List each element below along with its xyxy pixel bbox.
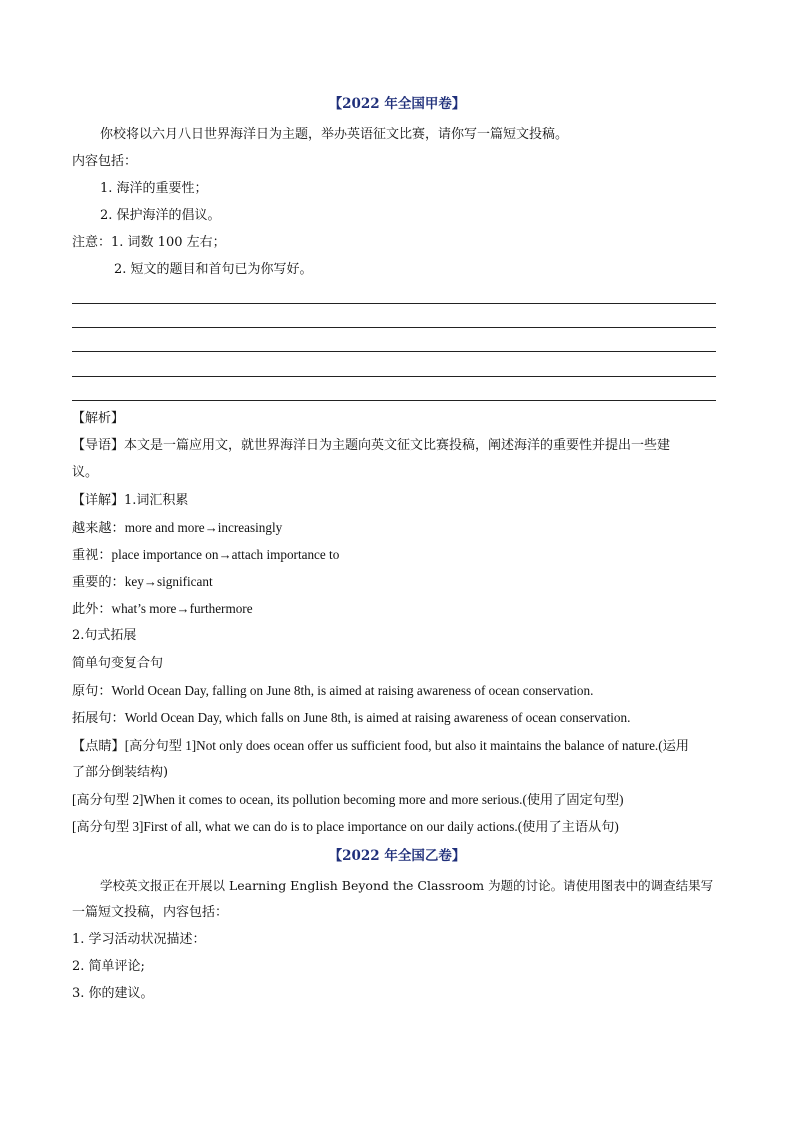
note-line: 注意：1. 词数 100 左右；: [72, 235, 226, 250]
content-item: 1. 学习活动状况描述：: [72, 932, 206, 947]
sentence-type: 简单句变复合句: [72, 656, 164, 671]
analysis-label: 【解析】: [72, 411, 125, 426]
guide-text: 议。: [72, 465, 99, 480]
expanded-sentence: 拓展句：World Ocean Day, which falls on June 8th, is aimed at raising awareness of ocean conservation.: [72, 710, 631, 725]
prompt-text: 你校将以六月八日世界海洋日为主题，举办英语征文比赛，请你写一篇短文投稿。: [100, 127, 569, 142]
answer-line: [72, 303, 716, 304]
pattern-sentence: [高分句型 3]First of all, what we can do is to place importance on our daily actions.(使用了主语从句): [72, 819, 619, 834]
vocab-item: 重视：place importance on→attach importance to: [72, 547, 340, 562]
vocab-item: 重要的：key→significant: [72, 574, 213, 589]
vocab-item: 此外：what’s more→furthermore: [72, 601, 253, 616]
content-item: 2. 保护海洋的倡议。: [100, 208, 221, 223]
note-line: 2. 短文的题目和首句已为你写好。: [114, 262, 313, 277]
guide-text: 【导语】本文是一篇应用文，就世界海洋日为主题向英文征文比赛投稿，阐述海洋的重要性并提出一些建: [72, 438, 671, 453]
highlight-text: 了部分倒装结构): [72, 765, 169, 780]
section-title-yi: 【2022 年全国乙卷】: [328, 848, 466, 864]
highlight-text: 【点睛】[高分句型 1]Not only does ocean offer us sufficient food, but also it maintains the balance of nature.(运用: [72, 738, 689, 753]
answer-line: [72, 376, 716, 377]
answer-line: [72, 400, 716, 401]
section-title-jia: 【2022 年全国甲卷】: [328, 96, 466, 112]
answer-line: [72, 351, 716, 352]
prompt-text: 一篇短文投稿，内容包括：: [72, 905, 229, 920]
pattern-sentence: [高分句型 2]When it comes to ocean, its pollution becoming more and more serious.(使用了固定句型): [72, 792, 624, 807]
original-sentence: 原句：World Ocean Day, falling on June 8th, is aimed at raising awareness of ocean conservation.: [72, 683, 594, 698]
content-item: 2. 简单评论;: [72, 959, 145, 974]
prompt-text: 学校英文报正在开展以 Learning English Beyond the Classroom 为题的讨论。请使用图表中的调查结果写: [100, 878, 714, 893]
content-item: 3. 你的建议。: [72, 986, 154, 1001]
answer-line: [72, 327, 716, 328]
content-item: 1. 海洋的重要性；: [100, 181, 208, 196]
vocab-item: 越来越：more and more→increasingly: [72, 520, 283, 535]
sentence-heading: 2.句式拓展: [72, 628, 137, 643]
content-label: 内容包括：: [72, 154, 138, 169]
detail-heading: 【详解】1.词汇积累: [72, 493, 189, 508]
